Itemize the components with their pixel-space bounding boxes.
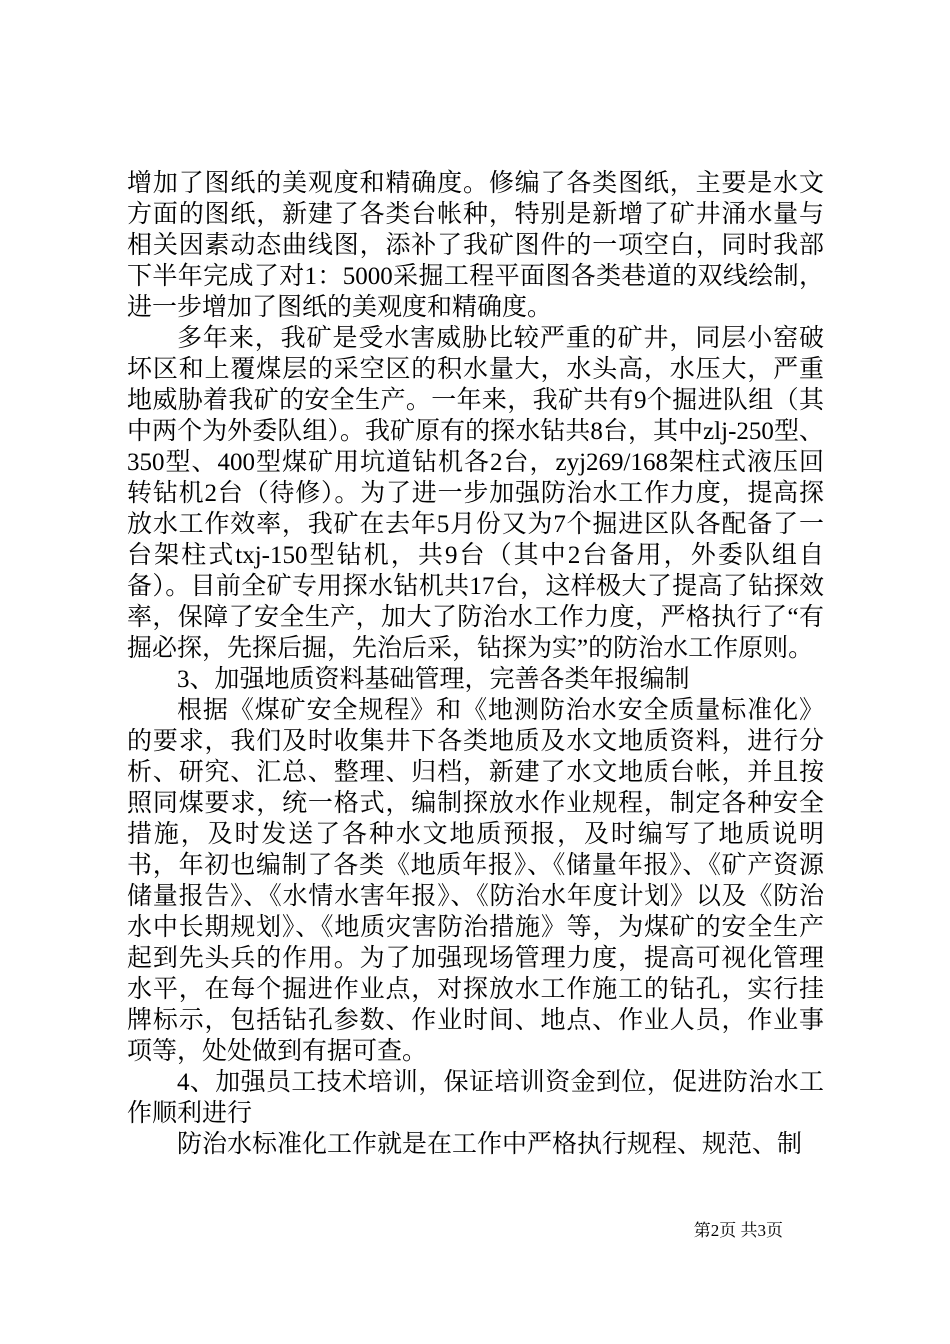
paragraph: 增加了图纸的美观度和精确度。修编了各类图纸，主要是水文方面的图纸，新建了各类台帐种，特别是新增了矿井涌水量与相关因素动态曲线图，添补了我矿图件的一项空白，同时我部下半年完成了对1：5000采掘工程平面图各类巷道的双线绘制，进一步增加了图纸的美观度和精确度。 <box>127 170 824 321</box>
document-body <box>127 168 824 1160</box>
page-footer <box>694 1220 783 1242</box>
paragraph: 多年来，我矿是受水害威胁比较严重的矿井，同层小窑破坏区和上覆煤层的采空区的积水量大，水头高，水压大，严重地威胁着我矿的安全生产。一年来，我矿共有9个掘进队组（其中两个为外委队组）。我矿原有的探水钻共8台，其中zlj-250型、350型、400型煤矿用坑道钻机各2台，zyj269/168架柱式液压回转钻机2台（待修）。为了进一步加强防治水工作力度，提高探放水工作效率，我矿在去年5月份又为7个掘进区队各配备了一台架柱式txj-150型钻机，共9台（其中2台备用，外委队组自备）。目前全矿专用探水钻机共17台，这样极大了提高了钻探效率，保障了安全生产，加大了防治水工作力度，严格执行了“有掘必探，先探后掘，先治后采，钻探为实”的防治水工作原则。 <box>127 325 824 662</box>
paragraph: 3、加强地质资料基础管理，完善各类年报编制 <box>177 666 690 693</box>
paragraph: 防治水标准化工作就是在工作中严格执行规程、规范、制 <box>177 1131 803 1158</box>
paragraph: 4、加强员工技术培训，保证培训资金到位，促进防治水工作顺利进行 <box>127 1069 824 1127</box>
paragraph: 根据《煤矿安全规程》和《地测防治水安全质量标准化》的要求，我们及时收集井下各类地质及水文地质资料，进行分析、研究、汇总、整理、归档，新建了水文地质台帐，并且按照同煤要求，统一格式，编制探放水作业规程，制定各种安全措施，及时发送了各种水文地质预报，及时编写了地质说明书，年初也编制了各类《地质年报》、《储量年报》、《矿产资源储量报告》、《水情水害年报》、《防治水年度计划》以及《防治水中长期规划》、《地质灾害防治措施》等，为煤矿的安全生产起到先头兵的作用。为了加强现场管理力度，提高可视化管理水平，在每个掘进作业点，对探放水工作施工的钻孔，实行挂牌标示，包括钻孔参数、作业时间、地点、作业人员，作业事项等，处处做到有据可查。 <box>127 697 824 1065</box>
page-number-text: 第2页 共3页 <box>693 1221 783 1240</box>
